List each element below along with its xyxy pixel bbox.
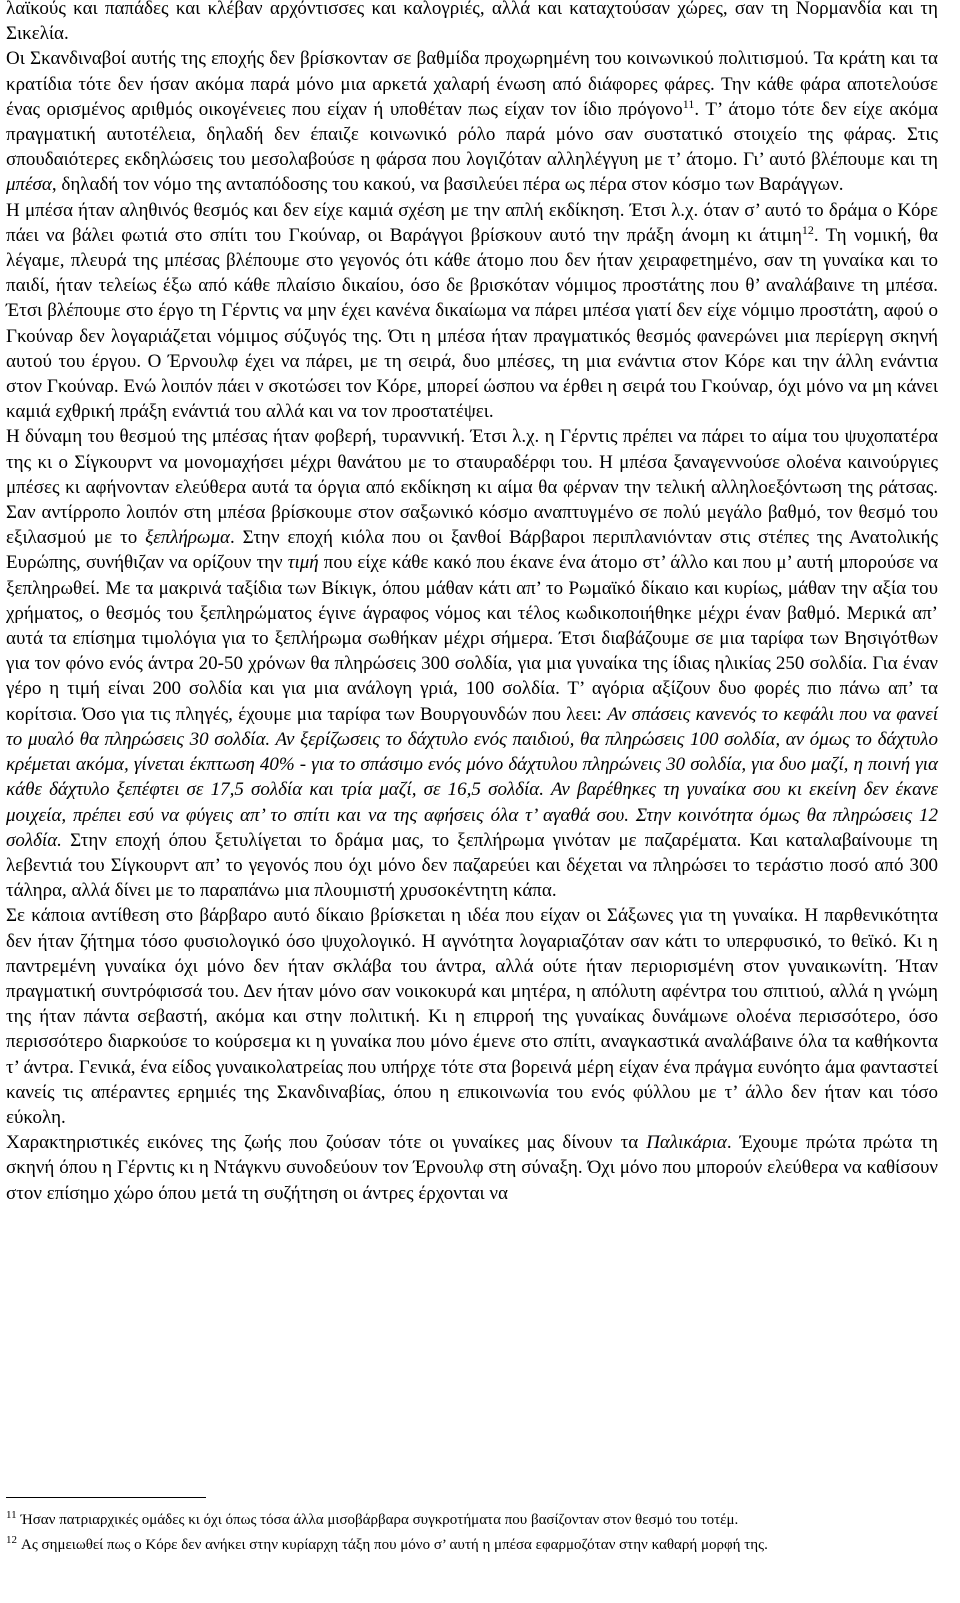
text-run: . Έχουμε πρώτα πρώτα τη σκηνή όπου η Γέρντις κι η Ντάγκνυ συνοδεύουν τον Έρνουλφ στη σύναξη. Όχι μόνο που μπορούν ελεύθερα να καθίσουν στον επίσημο χώρο όπου μετά τη συζήτηση οι άντρες έρχονται να <box>6 1132 938 1204</box>
paragraph <box>6 424 938 903</box>
footnote-text: Ήσαν πατριαρχικές ομάδες κι όχι όπως τόσα άλλα μισοβάρβαρα συγκροτήματα που βασίζονταν στον θεσμό του τοτέμ. <box>20 1512 739 1528</box>
footnote-text: Ας σημειωθεί πως ο Κόρε δεν ανήκει στην κυρίαρχη τάξη που μόνο σ’ αυτή η μπέσα εφαρμοζόταν στην καθαρή μορφή της. <box>21 1537 768 1553</box>
text-run: Στην εποχή όπου ξετυλίγεται το δράμα μας, το ξεπλήρωμα γινόταν με παζαρέματα. Και καταλαβαίνουμε τη λεβεντιά του Σίγκουρντ απ’ το γεγονός που όχι μόνο δεν παζαρεύει και δέχεται να πληρώσει το τεράστιο ποσό από 300 τάληρα, αλλά δίνει με το παραπάνω μια πλουμιστή χρυσοκέντητη κάπα. <box>6 829 938 902</box>
paragraph <box>6 0 938 46</box>
text-run: , δηλαδή τον νόμο της ανταπόδοσης του κακού, να βασιλεύει πέρα ως πέρα στον κόσμο των Βαράγγων. <box>51 174 844 196</box>
footnote-number: 12 <box>6 1534 17 1546</box>
footnotes <box>6 1497 938 1558</box>
text-run: . Τ’ άτομο τότε δεν είχε ακόμα πραγματική αυτοτέλεια, δηλαδή δεν έπαιζε κοινωνικό ρόλο παρά μόνο σαν συστατικό στοιχείο της φάρας. Στις σπουδαιότερες εκδηλώσεις του μεσολαβούσε η φάρσα που λογιζόταν αλληλέγγυη με τ’ άτομο. Γι’ αυτό βλέπουμε και τη <box>6 98 938 171</box>
footnote-11 <box>6 1508 938 1533</box>
text-run: . Τη νομική, θα λέγαμε, πλευρά της μπέσας βλέπουμε στο γεγονός ότι κάθε άτομο που δεν ήταν χειραφετημένο, σαν τη γυναίκα και το παιδί, ήταν τελείως έξω από κάθε πλαίσιο δικαίου, όσο δε βρισκόταν νόμιμος προστάτης που θ’ αναλάβαινε τη μπέσα. Έτσι βλέπουμε στο έργο τη Γέρντις να μην έχει κανένα δικαίωμα να πάρει μπέσα γιατί δεν είχε νόμιμο προστάτη, αφού ο Γκούναρ δεν λογαριάζεται νόμιμος σύζυγός της. Ότι η μπέσα ήταν πραγματικός θεσμός φανερώνει μια περίεργη σκηνή αυτού του έργου. Ο Έρνουλφ έχει να πάρει, με τη σειρά, δυο μπέσες, τη μια ενάντια στον Κόρε και την άλλη ενάντια στον Γκούναρ. Ενώ λοιπόν πάει ν σκοτώσει τον Κόρε, μπορεί ώσπου να έρθει η σειρά του Γκούναρ, όχι μόνο να μη κάνει καμιά εχθρική πράξη ενάντιά του αλλά και να τον προστατέψει. <box>6 224 938 423</box>
italic-text: Αν σπάσεις κανενός το κεφάλι που να φανεί το μυαλό θα πληρώσεις 30 σολδία. Αν ξερίζωσεις το δάχτυλο ενός παιδιού, θα πληρώσεις 100 σολδία, αν όμως το δάχτυλο κρέμεται ακόμα, γίνεται έκπτωση 40% - για το σπάσιμο ενός μόνο δάχτυλου πληρώνεις 30 σολδία, για δυο μαζί, η ποινή για κάθε δάχτυλο ξεπέφτει σε 17,5 σολδία και τρία μαζί, σε 16,5 σολδία. Αν βαρέθηκες τη γυναίκα σου κι εκείνη δεν έκανε μοιχεία, πρέπει εσύ να φύγεις απ’ το σπίτι και να της αφήσεις όλα τ’ αγαθά σου. Στην κοινότητα όμως θα πληρώσεις 12 σολδία. <box>6 703 938 851</box>
italic-text: τιμή <box>287 552 319 574</box>
paragraph <box>6 198 938 425</box>
paragraph <box>6 1130 938 1206</box>
text-run: Η μπέσα ήταν αληθινός θεσμός και δεν είχε καμιά σχέση με την απλή εκδίκηση. Έτσι λ.χ. όταν σ’ αυτό το δράμα ο Κόρε πάει να βάλει φωτιά στο σπίτι του Γκούναρ, οι Βαράγγοι βρίσκουν αυτό την πράξη άνομη κι άτιμη <box>6 199 938 246</box>
footnote-separator <box>6 1497 206 1498</box>
footnote-12 <box>6 1533 938 1558</box>
italic-text: Παλικάρια <box>646 1132 727 1154</box>
italic-text: μπέσα <box>6 174 52 196</box>
footnote-number: 11 <box>6 1509 17 1521</box>
text-run: Χαρακτηριστικές εικόνες της ζωής που ζούσαν τότε οι γυναίκες μας δίνουν τα <box>6 1132 647 1154</box>
text-run: Η δύναμη του θεσμού της μπέσας ήταν φοβερή, τυραννική. Έτσι λ.χ. η Γέρντις πρέπει να πάρει το αίμα του ψυχοπατέρα της κι ο Σίγκουρντ να μονομαχήσει μέχρι θανάτου με το σταυραδέρφι του. Η μπέσα ξαναγεννούσε ολοένα καινούργιες μπέσες κι αφήνονταν ελεύθερα αυτά τα όργια από εκδίκηση κι αίμα θα φέρναν την τελική αλληλοεξόντωση της ράτσας. Σαν αντίρροπο λοιπόν στη μπέσα βρίσκουμε στον σαξωνικό κόσμο αναπτυγμένο σε πολύ μεγάλο βαθμό, τον θεσμό του εξιλασμού με το <box>6 426 938 549</box>
text-run: Σε κάποια αντίθεση στο βάρβαρο αυτό δίκαιο βρίσκεται η ιδέα που είχαν οι Σάξωνες για τη γυναίκα. Η παρθενικότητα δεν ήταν ζήτημα τόσο φυσιολογικό όσο ψυχολογικό. Η αγνότητα λογαριαζόταν σαν κάτι το υπερφυσικό, το θεϊκό. Κι η παντρεμένη γυναίκα όχι μόνο δεν ήταν σκλάβα του άντρα, αλλά ούτε ήταν περιορισμένη στον γυναικωνίτη. Ήταν πραγματική συντρόφισσά του. Δεν ήταν μόνο σαν νοικοκυρά και μητέρα, η απόλυτη αφέντρα του σπιτιού, αλλά η γνώμη της ήταν πάντα σεβαστή, ακόμα και στην πολιτική. Κι η επιρροή της γυναίκας δυνάμωνε ολοένα περισσότερο, όσο περισσότερο διαρκούσε το κούρσεμα κι η γυναίκα που μόνο έμενε στο σπίτι, αναγκαστικά αναλάβαινε όλα τα καθήκοντα τ’ άντρα. Γενικά, ένα είδος γυναικολατρείας που υπήρχε τότε στα βορεινά μέρη είχαν ένα πράγμα ευνόητο άμα φανταστεί κανείς τις απέραντες ερημιές της Σκανδιναβίας, όπου η επικοινωνία του ενός φύλλου με τ’ άλλο δεν ήταν και τόσο εύκολη. <box>6 905 938 1128</box>
italic-text: ξεπλήρωμα <box>145 527 230 549</box>
text-run: . Στην εποχή κιόλα που οι ξανθοί Βάρβαροι περιπλανιόνταν στις στέπες της Ανατολικής Ευρώπης, συνήθιζαν να ορίζουν την <box>6 527 938 574</box>
footnote-ref: 12 <box>801 222 814 237</box>
document-body <box>6 0 938 1206</box>
text-run: που είχε κάθε κακό που έκανε ένα άτομο στ’ άλλο και που μ’ αυτή μπορούσε να ξεπληρωθεί. Με τα μακρινά ταξίδια των Βίκιγκ, όπου μάθαν κάτι απ’ το Ρωμαϊκό δίκαιο και κυρίως, μάθαν την αξία του χρήματος, ο θεσμός του ξεπληρώματος έγινε άγραφος νόμος και τέλος κωδικοποιήθηκε μέχρι έναν βαθμό. Μερικά απ’ αυτά τα επίσημα τιμολόγια για το ξεπλήρωμα σωθήκαν μέχρι σήμερα. Έτσι διαβάζουμε σε μια ταρίφα των Βησιγότθων για τον φόνο ενός άντρα 20-50 χρόνων θα πληρώσεις 300 σολδία, για μια γυναίκα της ίδιας ηλικίας 250 σολδία. Για έναν γέρο η τιμή είναι 200 σολδία και για μια ανάλογη γριά, 100 σολδία. Τ’ αγόρια αξίζουν δυο φορές πιο πάνω απ’ τα κορίτσια. Όσο για τις πληγές, έχουμε μια ταρίφα των Βουργουνδών που λεει: <box>6 552 938 725</box>
text-run: Οι Σκανδιναβοί αυτής της εποχής δεν βρίσκονταν σε βαθμίδα προχωρημένη του κοινωνικού πολιτισμού. Τα κράτη και τα κρατίδια τότε δεν ήσαν ακόμα παρά μόνο μια αρκετά χαλαρή ένωση από διάφορες φάρες. Την κάθε φάρα αποτελούσε ένας ορισμένος αριθμός οικογένειες που είχαν ή υποθέταν πως είχαν τον ίδιο πρόγονο <box>6 48 938 120</box>
text-run: λαϊκούς και παπάδες και κλέβαν αρχόντισσες και καλογριές, αλλά και καταχτούσαν χώρες, σαν τη Νορμανδία και τη Σικελία. <box>6 0 938 45</box>
footnote-ref: 11 <box>682 96 695 111</box>
paragraph <box>6 46 938 197</box>
paragraph <box>6 903 938 1130</box>
